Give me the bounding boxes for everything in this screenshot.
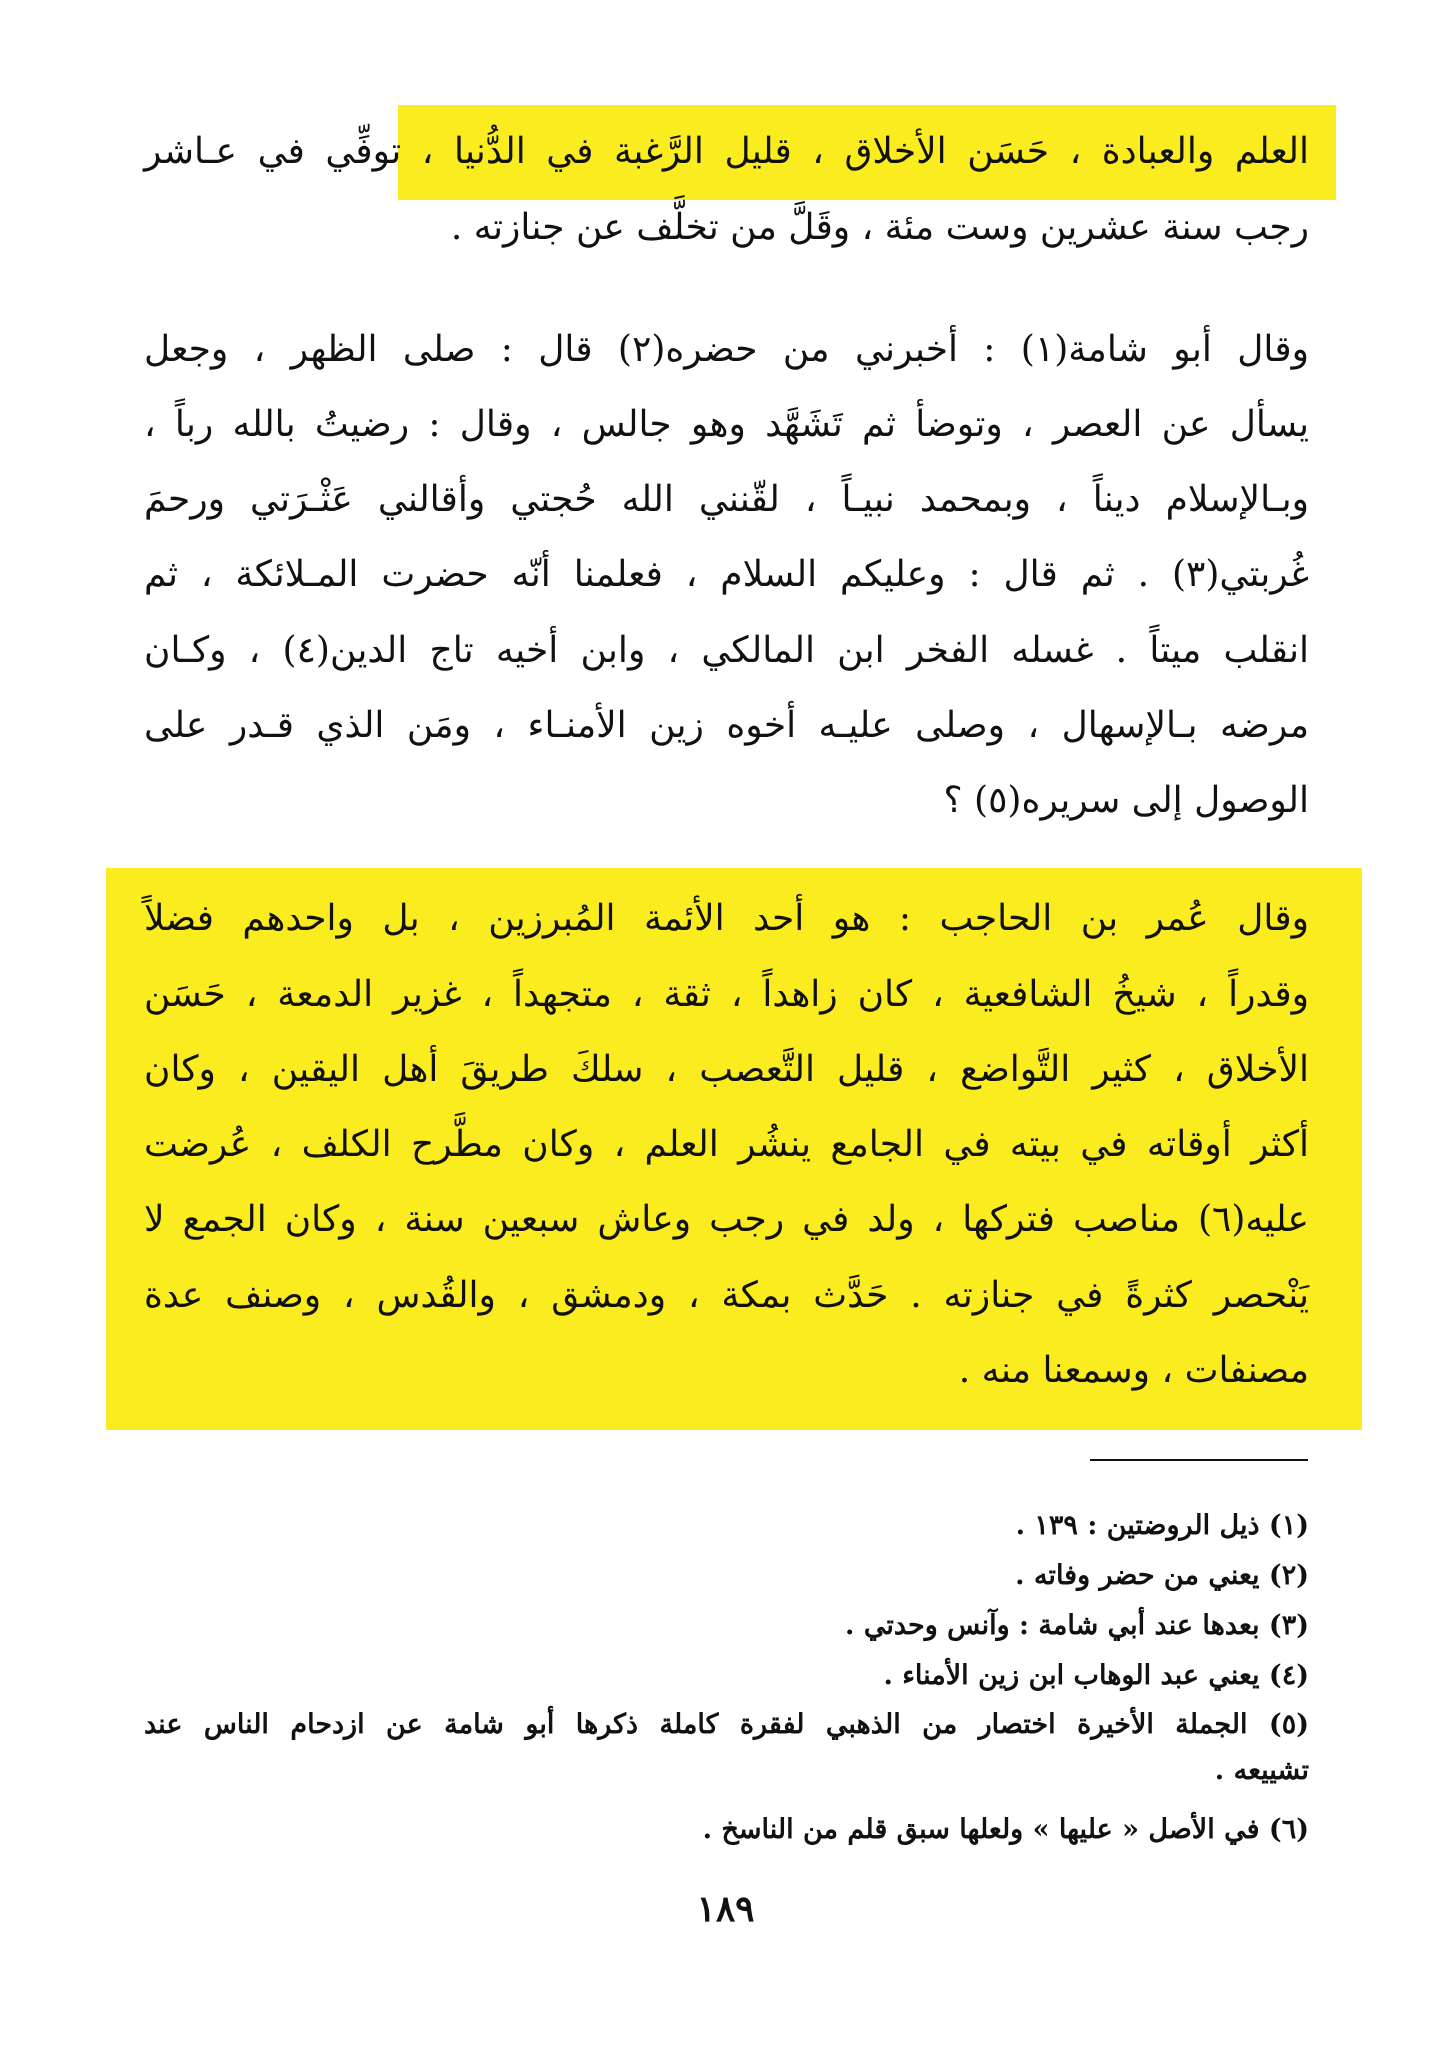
text-line: عليه(٦) مناصب فتركها ، ولد في رجب وعاش سبعين سنة ، وكان الجمع لا [144,1199,1309,1240]
footnote-rule [1090,1459,1308,1461]
footnote: (٢) يعني من حضر وفاته . [1015,1560,1309,1591]
text-line: وقال أبو شامة(١) : أخبرني من حضره(٢) قال : صلى الظهر ، وجعل [144,329,1309,370]
footnote: (٣) بعدها عند أبي شامة : وآنس وحدتي . [845,1610,1309,1641]
text-line: وقدراً ، شيخُ الشافعية ، كان زاهداً ، ثقة ، متجهداً ، غزير الدمعة ، حَسَن [144,974,1309,1015]
text-line: العلم والعبادة ، حَسَن الأخلاق ، قليل الرَّغبة في الدُّنيا ، توفِّي في عـاشر [144,131,1309,172]
footnote: (٦) في الأصل « عليها » ولعلها سبق قلم من الناسخ . [702,1814,1309,1845]
footnote: (٤) يعني عبد الوهاب ابن زين الأمناء . [883,1660,1309,1691]
text-line: وقال عُمر بن الحاجب : هو أحد الأئمة المُبرزين ، بل واحدهم فضلاً [144,898,1309,939]
text-line: وبـالإسلام ديناً ، وبمحمد نبيـاً ، لقّنني الله حُجتي وأقالني عَثْـرَتي ورحمَ [144,479,1309,520]
footnote: (٥) الجملة الأخيرة اختصار من الذهبي لفقرة كاملة ذكرها أبو شامة عن ازدحام الناس عند [144,1709,1309,1740]
footnote: (١) ذيل الروضتين : ١٣٩ . [1015,1510,1309,1541]
text-line: انقلب ميتاً . غسله الفخر ابن المالكي ، وابن أخيه تاج الدين(٤) ، وكـان [144,630,1310,671]
text-line: الأخلاق ، كثير التَّواضع ، قليل التَّعصب ، سلكَ طريقَ أهل اليقين ، وكان [144,1049,1309,1090]
page-number: ١٨٩ [696,1888,755,1930]
text-line: مرضه بـالإسهال ، وصلى عليـه أخوه زين الأمنـاء ، ومَن الذي قـدر على [144,705,1309,746]
text-line: يسأل عن العصر ، وتوضأ ثم تَشَهَّد وهو جالس ، وقال : رضيتُ بالله رباً ، [144,404,1309,445]
text-line: رجب سنة عشرين وست مئة ، وقَلَّ من تخلَّف عن جنازته . [450,207,1309,248]
text-line: أكثر أوقاته في بيته في الجامع ينشُر العلم ، وكان مطَّرح الكلف ، عُرضت [144,1124,1309,1165]
text-line: مصنفات ، وسمعنا منه . [958,1350,1309,1391]
text-line: يَنْحصر كثرةً في جنازته . حَدَّث بمكة ، ودمشق ، والقُدس ، وصنف عدة [144,1275,1309,1316]
text-line: الوصول إلى سريره(٥) ؟ [943,780,1309,821]
text-line: غُربتي(٣) . ثم قال : وعليكم السلام ، فعلمنا أنّه حضرت المـلائكة ، ثم [144,554,1309,595]
footnote: تشييعه . [1214,1755,1309,1786]
